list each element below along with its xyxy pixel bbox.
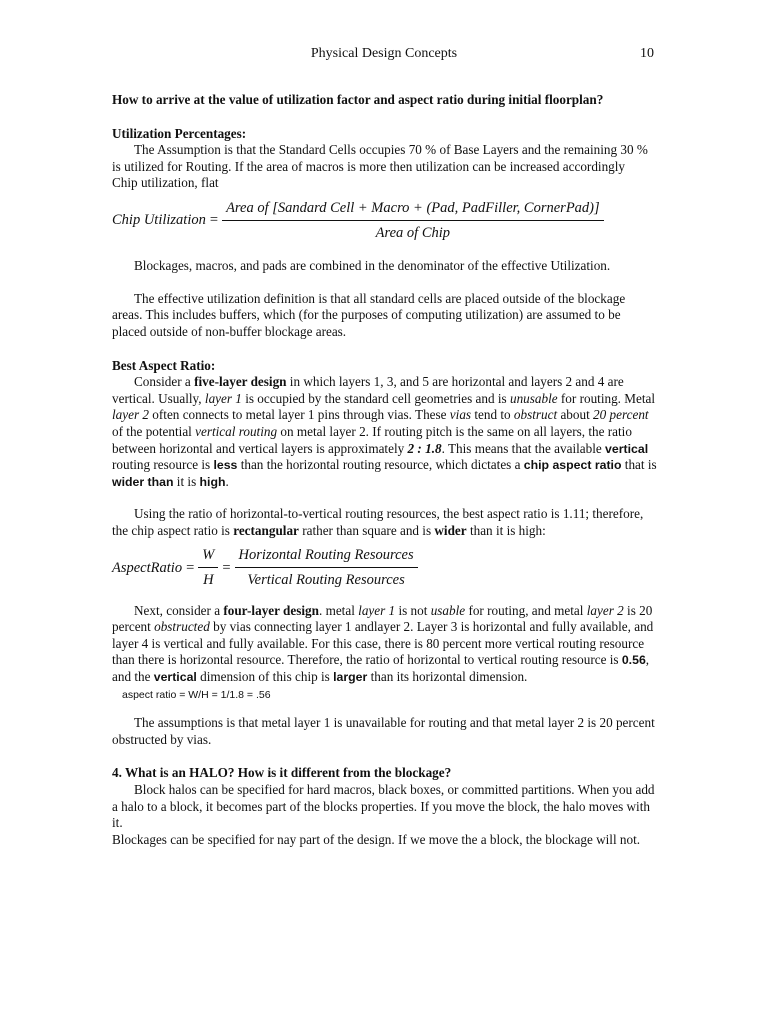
aspect-formula-equals-2: = — [222, 559, 231, 576]
halo-paragraph: Block halos can be specified for hard macros, black boxes, or committed partitions. When you add a halo to a block, it becomes part of the blocks properties. If you move the block, the halo moves with it. — [112, 782, 655, 831]
chip-utilization-formula — [112, 200, 657, 241]
header-title: Physical Design Concepts — [310, 46, 458, 61]
vertical-routing-resources: Vertical Routing Resources — [247, 572, 405, 589]
horizontal-routing-resources: Horizontal Routing Resources — [235, 547, 418, 568]
aspect-wh-fraction — [198, 547, 218, 588]
formula-numerator: Area of [Sandard Cell + Macro + (Pad, PadFiller, CornerPad)] — [222, 200, 604, 221]
five-layer-paragraph: Consider a five-layer design in which layers 1, 3, and 5 are horizontal and layers 2 and 4 are vertical. Usually, layer 1 is occupied by the standard cell geometries and is unusable for routing. Metal layer 2 often connects to metal layer 1 pins through vias. These vias tend to obstruct about 20 percent of the potential vertical routing on metal layer 2. If routing pitch is the same on all layers, the ratio between horizontal and vertical layers is approximately 2 : 1.8. This means that the available vertical routing resource is less than the horizontal routing resource, which dictates a chip aspect ratio that is wider than it is high. — [112, 374, 657, 489]
formula-equals: = — [209, 212, 219, 229]
blockage-paragraph: Blockages can be specified for nay part of the design. If we move the a block, the blockage will not. — [112, 831, 641, 847]
assumptions-paragraph: The assumptions is that metal layer 1 is unavailable for routing and that metal layer 2 is 20 percent obstructed by vias. — [112, 715, 655, 747]
utilization-heading: Utilization Percentages: — [112, 125, 247, 141]
formula-lhs: Chip Utilization — [112, 212, 206, 229]
formula-fraction — [222, 200, 604, 241]
aspect-h: H — [203, 572, 214, 589]
halo-question-heading: 4. What is an HALO? How is it different from the blockage? — [112, 765, 452, 781]
blockages-paragraph: Blockages, macros, and pads are combined in the denominator of the effective Utilization. — [134, 258, 611, 274]
aspect-ratio-calculation: aspect ratio = W/H = 1/1.8 = .56 — [122, 688, 271, 701]
utilization-paragraph: The Assumption is that the Standard Cells occupies 70 % of Base Layers and the remaining 30 % is utilized for Routing. If the area of macros is more then utilization can be increased accordingly — [112, 142, 648, 174]
effective-utilization-paragraph: The effective utilization definition is that all standard cells are placed outside of the blockage areas. This includes buffers, which (for the purposes of computing utilization) are assumed to be placed outside of non-buffer blockage areas. — [112, 290, 626, 339]
four-layer-paragraph: Next, consider a four-layer design. metal layer 1 is not usable for routing, and metal layer 2 is 20 percent obstructed by vias connecting layer 1 andlayer 2. Layer 3 is horizontal and fully available, and layer 4 is vertical and fully available. For this case, there is 80 percent more vertical routing resource than there is horizontal resource. Therefore, the ratio of horizontal to vertical routing resource is 0.56, and the vertical dimension of this chip is larger than its horizontal dimension. — [112, 602, 654, 685]
aspect-formula-equals: = — [186, 559, 195, 576]
aspect-w: W — [198, 547, 218, 568]
aspect-ratio-heading: Best Aspect Ratio: — [112, 357, 216, 373]
page-number: 10 — [640, 46, 654, 61]
page-content — [112, 92, 657, 848]
aspect-ratio-formula — [112, 547, 657, 588]
routing-ratio-paragraph: Using the ratio of horizontal-to-vertical routing resources, the best aspect ratio is 1.11; therefore, the chip aspect ratio is rectangular rather than square and is wider than it is high: — [112, 506, 644, 538]
aspect-resource-fraction — [235, 547, 418, 588]
formula-denominator: Area of Chip — [375, 224, 451, 241]
chip-utilization-flat-label: Chip utilization, flat — [112, 175, 219, 191]
floorplan-question: How to arrive at the value of utilization factor and aspect ratio during initial floorplan? — [112, 92, 604, 107]
aspect-formula-lhs: AspectRatio — [112, 559, 183, 576]
